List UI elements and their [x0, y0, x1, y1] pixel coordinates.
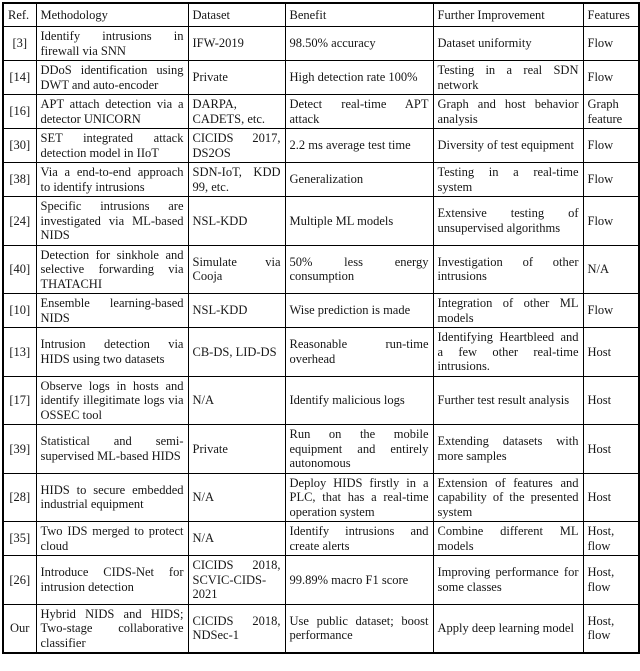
cell-methodology: APT attach detection via a detector UNICORN — [36, 95, 188, 129]
cell-methodology: SET integrated attack detection model in IIoT — [36, 129, 188, 163]
column-header-methodology: Methodology — [36, 3, 188, 27]
column-header-benefit: Benefit — [285, 3, 433, 27]
cell-features: Flow — [583, 197, 639, 246]
cell-methodology: Two IDS merged to protect cloud — [36, 522, 188, 556]
table-row — [3, 376, 639, 425]
cell-ref: [28] — [3, 473, 36, 522]
table-row — [3, 197, 639, 246]
cell-improvement: Extensive testing of unsupervised algorithms — [433, 197, 583, 246]
cell-dataset: NSL-KDD — [188, 294, 285, 328]
cell-improvement: Further test result analysis — [433, 376, 583, 425]
table-row — [3, 522, 639, 556]
cell-improvement: Testing in a real SDN network — [433, 61, 583, 95]
cell-improvement: Graph and host behavior analysis — [433, 95, 583, 129]
cell-improvement: Dataset uniformity — [433, 27, 583, 61]
cell-features: Host — [583, 425, 639, 474]
cell-improvement: Extending datasets with more samples — [433, 425, 583, 474]
cell-ref: [14] — [3, 61, 36, 95]
cell-dataset: CICIDS 2018, SCVIC-CIDS-2021 — [188, 556, 285, 605]
cell-improvement: Extension of features and capability of the presented system — [433, 473, 583, 522]
header-row — [3, 3, 639, 27]
cell-features: Host, flow — [583, 604, 639, 653]
cell-methodology: Identify intrusions in firewall via SNN — [36, 27, 188, 61]
cell-methodology: HIDS to secure embedded industrial equipment — [36, 473, 188, 522]
cell-ref: [35] — [3, 522, 36, 556]
cell-methodology: Observe logs in hosts and identify illegitimate logs via OSSEC tool — [36, 376, 188, 425]
cell-features: Flow — [583, 27, 639, 61]
cell-benefit: Multiple ML models — [285, 197, 433, 246]
cell-benefit: Deploy HIDS firstly in a PLC, that has a real-time operation system — [285, 473, 433, 522]
cell-dataset: SDN-IoT, KDD 99, etc. — [188, 163, 285, 197]
cell-ref: [3] — [3, 27, 36, 61]
column-header-improvement: Further Improvement — [433, 3, 583, 27]
cell-methodology: Via a end-to-end approach to identify intrusions — [36, 163, 188, 197]
cell-improvement: Investigation of other intrusions — [433, 245, 583, 294]
cell-benefit: 2.2 ms average test time — [285, 129, 433, 163]
cell-benefit: High detection rate 100% — [285, 61, 433, 95]
cell-features: Flow — [583, 129, 639, 163]
cell-features: Host, flow — [583, 556, 639, 605]
table-row — [3, 604, 639, 653]
cell-improvement: Apply deep learning model — [433, 604, 583, 653]
table-row — [3, 473, 639, 522]
cell-ref: [39] — [3, 425, 36, 474]
cell-features: Graph feature — [583, 95, 639, 129]
table-row — [3, 425, 639, 474]
cell-dataset: DARPA, CADETS, etc. — [188, 95, 285, 129]
table-row — [3, 27, 639, 61]
cell-improvement: Integration of other ML models — [433, 294, 583, 328]
cell-benefit: Reasonable run-time overhead — [285, 328, 433, 377]
cell-benefit: 99.89% macro F1 score — [285, 556, 433, 605]
cell-benefit: Generalization — [285, 163, 433, 197]
table-body — [3, 27, 639, 654]
cell-features: Host — [583, 473, 639, 522]
cell-ref: Our — [3, 604, 36, 653]
cell-benefit: 50% less energy consumption — [285, 245, 433, 294]
cell-methodology: DDoS identification using DWT and auto-encoder — [36, 61, 188, 95]
cell-benefit: Identify malicious logs — [285, 376, 433, 425]
cell-features: Flow — [583, 163, 639, 197]
cell-benefit: 98.50% accuracy — [285, 27, 433, 61]
cell-ref: [30] — [3, 129, 36, 163]
cell-dataset: N/A — [188, 522, 285, 556]
cell-methodology: Ensemble learning-based NIDS — [36, 294, 188, 328]
cell-features: N/A — [583, 245, 639, 294]
cell-improvement: Combine different ML models — [433, 522, 583, 556]
cell-ref: [38] — [3, 163, 36, 197]
cell-ref: [24] — [3, 197, 36, 246]
cell-benefit: Run on the mobile equipment and entirely autonomous — [285, 425, 433, 474]
cell-dataset: CICIDS 2018, NDSec-1 — [188, 604, 285, 653]
cell-methodology: Specific intrusions are investigated via ML-based NIDS — [36, 197, 188, 246]
table-row — [3, 163, 639, 197]
cell-dataset: N/A — [188, 376, 285, 425]
cell-improvement: Identifying Heartbleed and a few other real-time intrusions. — [433, 328, 583, 377]
cell-dataset: NSL-KDD — [188, 197, 285, 246]
cell-dataset: IFW-2019 — [188, 27, 285, 61]
cell-features: Host — [583, 328, 639, 377]
cell-features: Host, flow — [583, 522, 639, 556]
table-row — [3, 95, 639, 129]
literature-comparison-table — [2, 2, 640, 654]
table-row — [3, 328, 639, 377]
cell-benefit: Wise prediction is made — [285, 294, 433, 328]
cell-dataset: CB-DS, LID-DS — [188, 328, 285, 377]
column-header-dataset: Dataset — [188, 3, 285, 27]
cell-features: Flow — [583, 61, 639, 95]
cell-dataset: Private — [188, 425, 285, 474]
cell-ref: [10] — [3, 294, 36, 328]
table-row — [3, 556, 639, 605]
cell-benefit: Detect real-time APT attack — [285, 95, 433, 129]
cell-benefit: Identify intrusions and create alerts — [285, 522, 433, 556]
cell-methodology: Intrusion detection via HIDS using two datasets — [36, 328, 188, 377]
column-header-features: Features — [583, 3, 639, 27]
column-header-ref: Ref. — [3, 3, 36, 27]
cell-methodology: Detection for sinkhole and selective forwarding via THATACHI — [36, 245, 188, 294]
cell-improvement: Testing in a real-time system — [433, 163, 583, 197]
cell-dataset: Simulate via Cooja — [188, 245, 285, 294]
table-row — [3, 61, 639, 95]
cell-ref: [40] — [3, 245, 36, 294]
cell-dataset: Private — [188, 61, 285, 95]
cell-methodology: Introduce CIDS-Net for intrusion detection — [36, 556, 188, 605]
cell-improvement: Diversity of test equipment — [433, 129, 583, 163]
cell-improvement: Improving performance for some classes — [433, 556, 583, 605]
cell-features: Flow — [583, 294, 639, 328]
cell-features: Host — [583, 376, 639, 425]
cell-ref: [16] — [3, 95, 36, 129]
cell-ref: [13] — [3, 328, 36, 377]
cell-methodology: Statistical and semi-supervised ML-based HIDS — [36, 425, 188, 474]
cell-dataset: N/A — [188, 473, 285, 522]
cell-benefit: Use public dataset; boost performance — [285, 604, 433, 653]
cell-ref: [26] — [3, 556, 36, 605]
table-row — [3, 129, 639, 163]
table-row — [3, 245, 639, 294]
table-row — [3, 294, 639, 328]
cell-dataset: CICIDS 2017, DS2OS — [188, 129, 285, 163]
cell-methodology: Hybrid NIDS and HIDS; Two-stage collaborative classifier — [36, 604, 188, 653]
cell-ref: [17] — [3, 376, 36, 425]
